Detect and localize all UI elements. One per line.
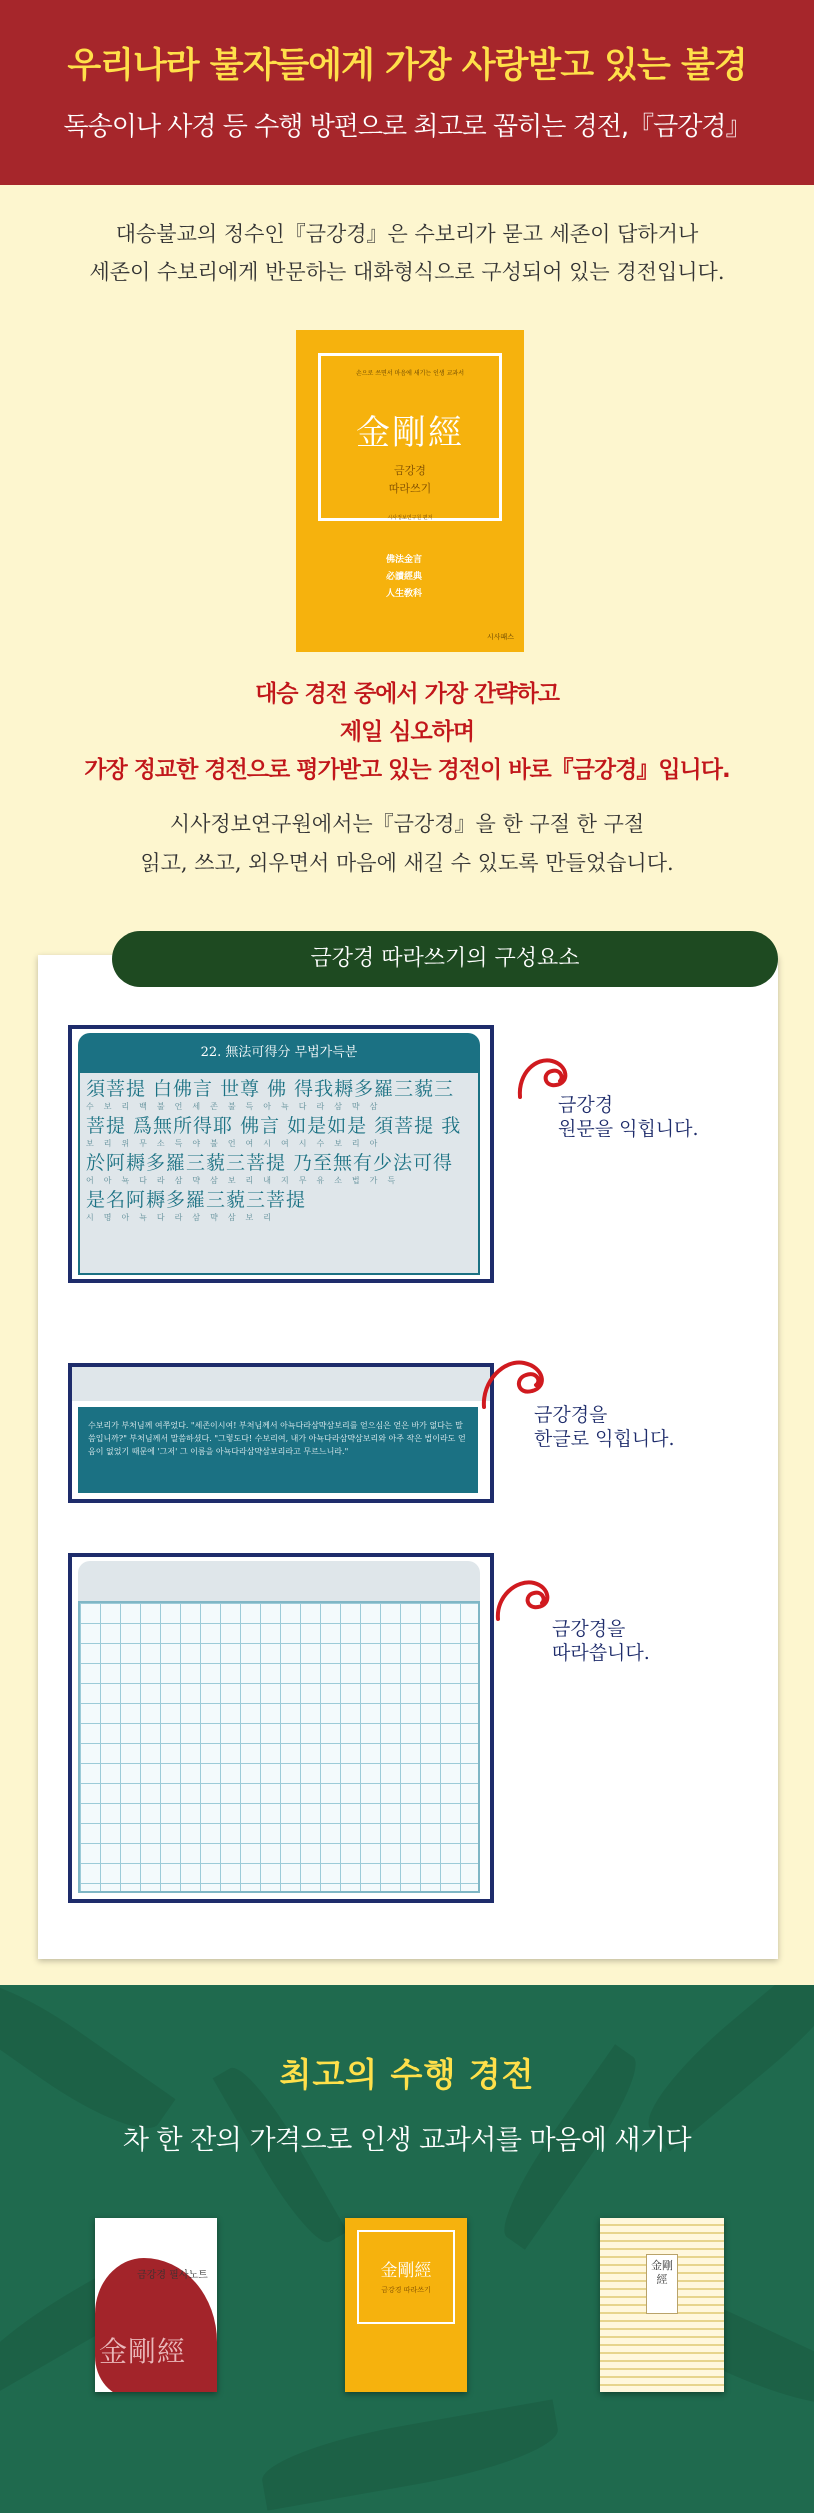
mini-book-subtitle: 금강경 따라쓰기	[381, 2286, 431, 2294]
note-tracing-line-1: 금강경을	[552, 1618, 626, 1640]
footer-section	[0, 1985, 814, 2513]
tracing-grid-header	[78, 1561, 480, 1601]
hanja-content	[78, 1073, 480, 1275]
book-thumbnail-tracing[interactable]	[345, 2218, 467, 2392]
book-cover-frame	[318, 353, 502, 521]
hanja-line: 須菩提 白佛言 世尊 佛 得我耨多羅三藐三	[86, 1078, 455, 1100]
book-title: 金剛經	[356, 413, 464, 453]
hanja-line: 於阿耨多羅三藐三菩提 乃至無有少法可得	[86, 1152, 454, 1174]
book-subtitle-1: 금강경	[394, 464, 426, 477]
reading-line: 시명아뇩다라삼먁삼보리	[86, 1213, 282, 1222]
book-publisher: 시사패스	[486, 633, 514, 641]
note-korean	[534, 1403, 675, 1451]
mini-book-hanja: 金剛經	[99, 2335, 187, 2368]
footer-headline: 최고의 수행 경전	[279, 2055, 535, 2094]
mini-book-title: 金剛經	[380, 2261, 432, 2281]
reading-line: 수보리백불언세존불득아뇩다라삼먁삼	[86, 1102, 388, 1111]
book-tagline: 손으로 쓰면서 마음에 새기는 인생 교과서	[355, 370, 465, 377]
note-original-line-2: 원문을 익힙니다.	[558, 1118, 699, 1140]
note-korean-line-2: 한글로 익힙니다.	[534, 1428, 675, 1450]
highlight-line-3: 가장 정교한 경전으로 평가받고 있는 경전이 바로『금강경』입니다.	[84, 757, 730, 783]
book-cover-image	[296, 330, 524, 652]
book-stamp-line-2: 必讀經典	[386, 572, 423, 582]
book-thumbnail-striped[interactable]	[600, 2218, 724, 2392]
book-thumbnail-notebook[interactable]	[95, 2218, 217, 2392]
hero-subline: 독송이나 사경 등 수행 방편으로 최고로 꼽히는 경전,『금강경』	[63, 112, 751, 142]
hanja-line: 是名阿耨多羅三藐三菩提	[86, 1189, 307, 1211]
outro-text	[0, 805, 814, 883]
hanja-line: 菩提 爲無所得耶 佛言 如是如是 須菩提 我	[86, 1115, 462, 1137]
components-panel	[38, 946, 778, 1959]
hero-headline: 우리나라 불자들에게 가장 사랑받고 있는 불경	[67, 46, 747, 86]
mini-book-label: 金剛經	[646, 2254, 678, 2314]
tracing-grid-sample	[68, 1553, 494, 1903]
korean-text-sample	[68, 1363, 494, 1503]
note-tracing	[552, 1617, 650, 1665]
reading-line: 보리위무소득야불언여시여시수보리아	[86, 1139, 388, 1148]
korean-translation-text: 수보리가 부처님께 여쭈었다. "세존이시여! 부처님께서 아뇩다라삼먁삼보리를 얻으심은 얻은 바가 없다는 말씀입니까?" 부처님께서 말씀하셨다. "그렇도다! 수보리여, 내가 아뇩다라삼먁삼보리와 아주 작은 법이라도 얻음이 없었기 때문에 '그저' 그 이름을 아뇩다라삼먁삼보리라고 무르느니라."	[78, 1407, 478, 1493]
chapter-banner: 22. 無法可得分 무법가득분	[78, 1033, 480, 1073]
book-stamp	[386, 552, 422, 603]
hero-banner	[0, 0, 814, 185]
reading-line: 어아뇩다라삼먁삼보리내지무유소법가득	[86, 1176, 406, 1185]
outro-line-2: 읽고, 쓰고, 외우면서 마음에 새길 수 있도록 만들었습니다.	[140, 851, 674, 875]
outro-line-1: 시사정보연구원에서는『금강경』을 한 구절 한 구절	[169, 812, 645, 836]
swirl-icon	[494, 1575, 558, 1625]
book-stamp-line-1: 佛法金言	[386, 555, 423, 565]
mini-book-title: 금강경 필사노트	[137, 2270, 208, 2281]
highlight-text	[0, 675, 814, 789]
tracing-grid	[78, 1601, 480, 1893]
note-korean-line-1: 금강경을	[534, 1404, 608, 1426]
note-original-line-1: 금강경	[558, 1094, 614, 1116]
book-stamp-line-3: 人生敎科	[386, 589, 423, 599]
note-tracing-line-2: 따라씁니다.	[552, 1642, 650, 1664]
book-author-line: 시사정보연구원 편저	[387, 515, 433, 521]
korean-sample-top-strip	[72, 1367, 490, 1401]
intro-line-2: 세존이 수보리에게 반문하는 대화형식으로 구성되어 있는 경전입니다.	[89, 260, 725, 284]
leaf-decoration	[257, 2399, 563, 2510]
original-text-sample	[68, 1025, 494, 1283]
intro-text	[0, 185, 814, 291]
intro-line-1: 대승불교의 정수인『금강경』은 수보리가 묻고 세존이 답하거나	[115, 222, 699, 246]
intro-section	[0, 185, 814, 945]
note-original	[558, 1093, 699, 1141]
mini-book-frame	[357, 2230, 455, 2324]
footer-subline: 차 한 잔의 가격으로 인생 교과서를 마음에 새기다	[122, 2125, 692, 2156]
highlight-line-2: 제일 심오하며	[339, 719, 475, 745]
components-section	[0, 945, 814, 1985]
book-subtitle-2: 따라쓰기	[388, 482, 432, 495]
components-title: 금강경 따라쓰기의 구성요소	[112, 931, 778, 987]
highlight-line-1: 대승 경전 중에서 가장 간략하고	[255, 681, 559, 707]
